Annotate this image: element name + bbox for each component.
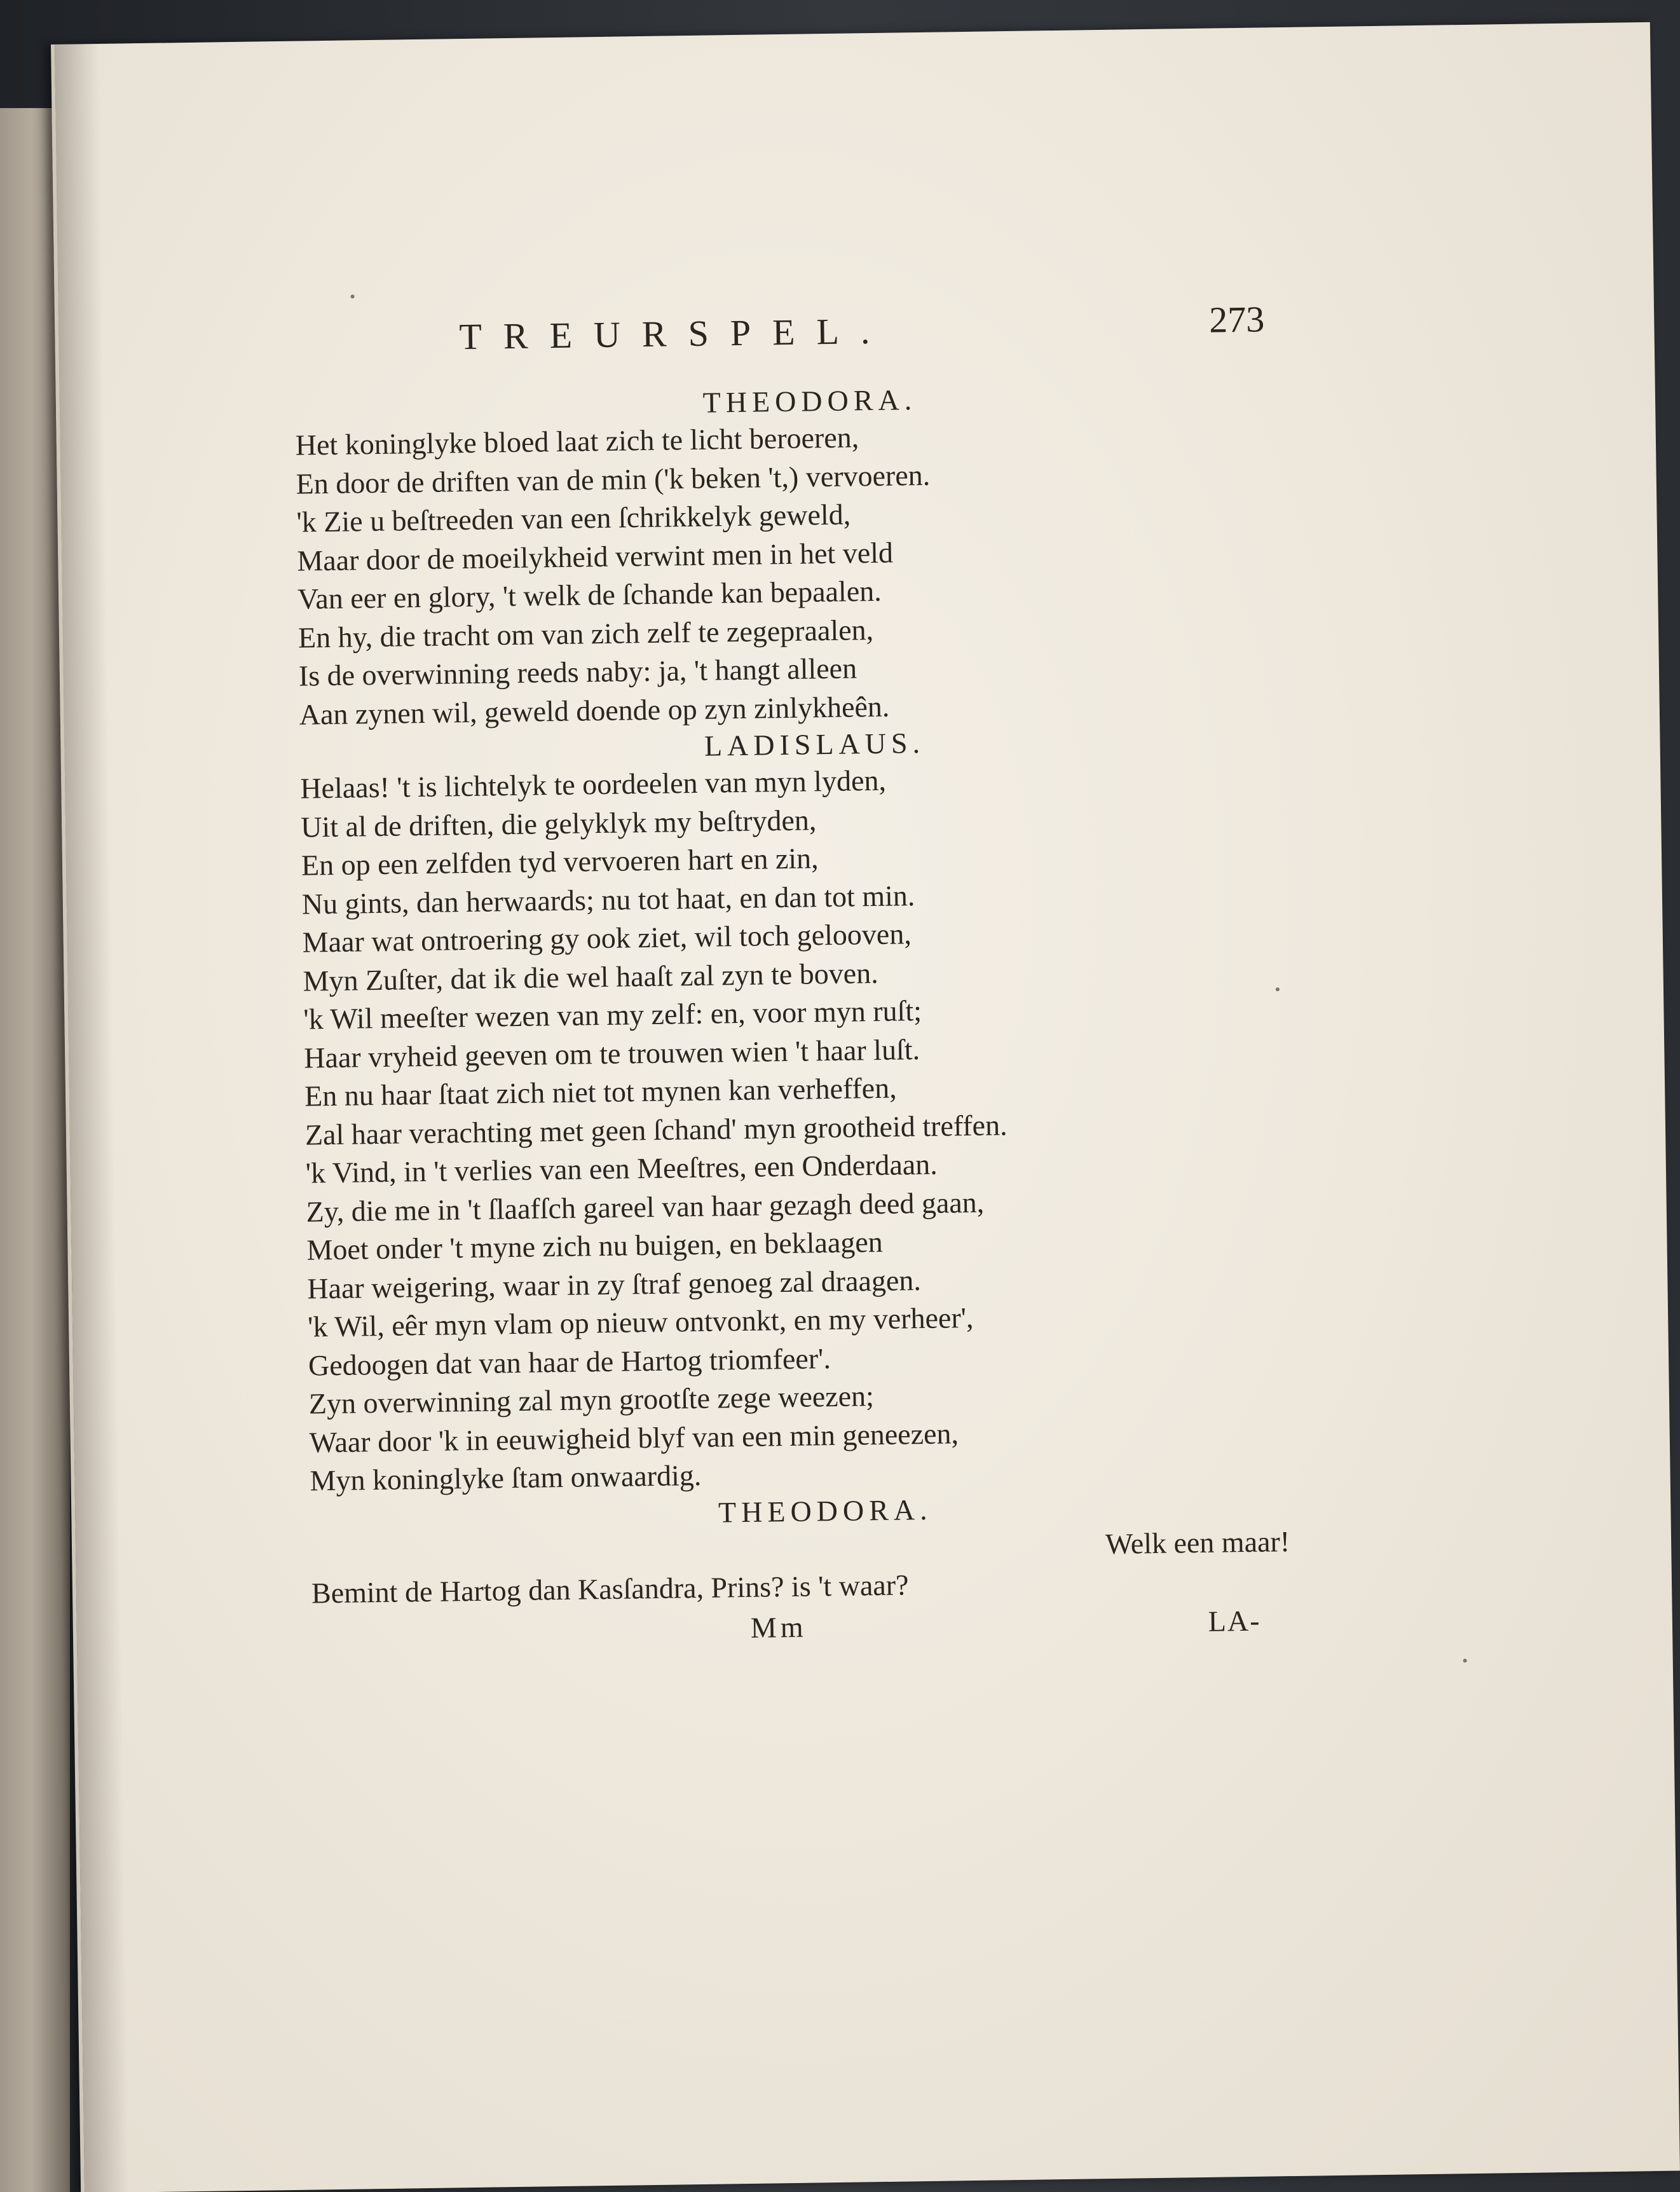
verse-line: Zyn overwinning zal myn grootſte zege weezen; bbox=[308, 1380, 875, 1420]
verse-line: Maar door de moeilykheid verwint men in het veld bbox=[297, 536, 894, 577]
book-page bbox=[51, 22, 1680, 2192]
verse-line: Nu gints, dan herwaards; nu tot haat, en dan tot min. bbox=[301, 879, 915, 921]
verse-line: Aan zynen wil, geweld doende op zyn zinlykheên. bbox=[299, 690, 890, 731]
verse-line: 'k Wil meeſter wezen van my zelf: en, voor myn ruſt; bbox=[303, 994, 922, 1036]
verse-line: Helaas! 't is lichtelyk te oordeelen van myn lyden, bbox=[300, 764, 887, 805]
verse-line: Myn koninglyke ſtam onwaardig. bbox=[310, 1458, 702, 1497]
verse-line: Het koninglyke bloed laat zich te licht beroeren, bbox=[295, 421, 859, 462]
catchword: LA- bbox=[1208, 1604, 1261, 1638]
page-number: 273 bbox=[1208, 298, 1265, 341]
verse-line: 'k Zie u beſtreeden van een ſchrikkelyk geweld, bbox=[296, 498, 851, 538]
verse-line: En hy, die tracht om van zich zelf te zegepraalen, bbox=[297, 613, 874, 654]
verse-line: Gedoogen dat van haar de Hartog triomfeer'. bbox=[308, 1341, 831, 1382]
verse-line: Bemint de Hartog dan Kasſandra, Prins? is 't waar? bbox=[311, 1568, 909, 1610]
verse-line: Haar vryheid geeven om te trouwen wien 't haar luſt. bbox=[303, 1032, 920, 1074]
verse-line: 'k Wil, eêr myn vlam op nieuw ontvonkt, en my verheer', bbox=[307, 1301, 974, 1343]
verse-line: En nu haar ſtaat zich niet tot mynen kan verheffen, bbox=[304, 1071, 897, 1113]
verse-line: 'k Vind, in 't verlies van een Meeſtres, een Onderdaan. bbox=[305, 1147, 938, 1189]
paper-speck bbox=[1463, 1659, 1467, 1662]
verse-line: Maar wat ontroering gy ook ziet, wil toch gelooven, bbox=[302, 917, 912, 959]
verse-line: En op een zelfden tyd vervoeren hart en zin, bbox=[301, 842, 819, 882]
verse-line: Zy, die me in 't ſlaafſch gareel van haar gezagh deed gaan, bbox=[306, 1186, 985, 1228]
speaker-heading: THEODORA. bbox=[702, 383, 917, 419]
verse-line: Myn Zuſter, dat ik die wel haaſt zal zyn te boven. bbox=[303, 956, 878, 997]
speaker-heading: THEODORA. bbox=[718, 1493, 932, 1529]
verse-line: Haar weigering, waar in zy ſtraf genoeg zal draagen. bbox=[307, 1263, 922, 1305]
text-block bbox=[294, 298, 1291, 1657]
verse-line: Moet onder 't myne zich nu buigen, en beklaagen bbox=[306, 1225, 884, 1266]
running-head bbox=[294, 298, 1273, 390]
verse-line: En door de driften van de min ('k beken 't,) vervoeren. bbox=[296, 458, 931, 500]
running-title: TREURSPEL. bbox=[459, 310, 892, 358]
verse-line: Zal haar verachting met geen ſchand' myn grootheid treffen. bbox=[304, 1108, 1007, 1151]
verse-line: Uit al de driften, die gelyklyk my beſtryden, bbox=[300, 803, 817, 844]
signature-mark: Mm bbox=[750, 1610, 807, 1644]
speaker-heading: LADISLAUS. bbox=[704, 726, 925, 762]
verse-line: Is de overwinning reeds naby: ja, 't hangt alleen bbox=[298, 652, 857, 692]
verse-line: Van eer en glory, 't welk de ſchande kan bepaalen. bbox=[297, 574, 882, 615]
verse-line: Waar door 'k in eeuwigheid blyf van een min geneezen, bbox=[309, 1416, 959, 1459]
verse-half-line: Welk een maar! bbox=[1105, 1524, 1290, 1560]
paper-speck bbox=[351, 294, 355, 298]
